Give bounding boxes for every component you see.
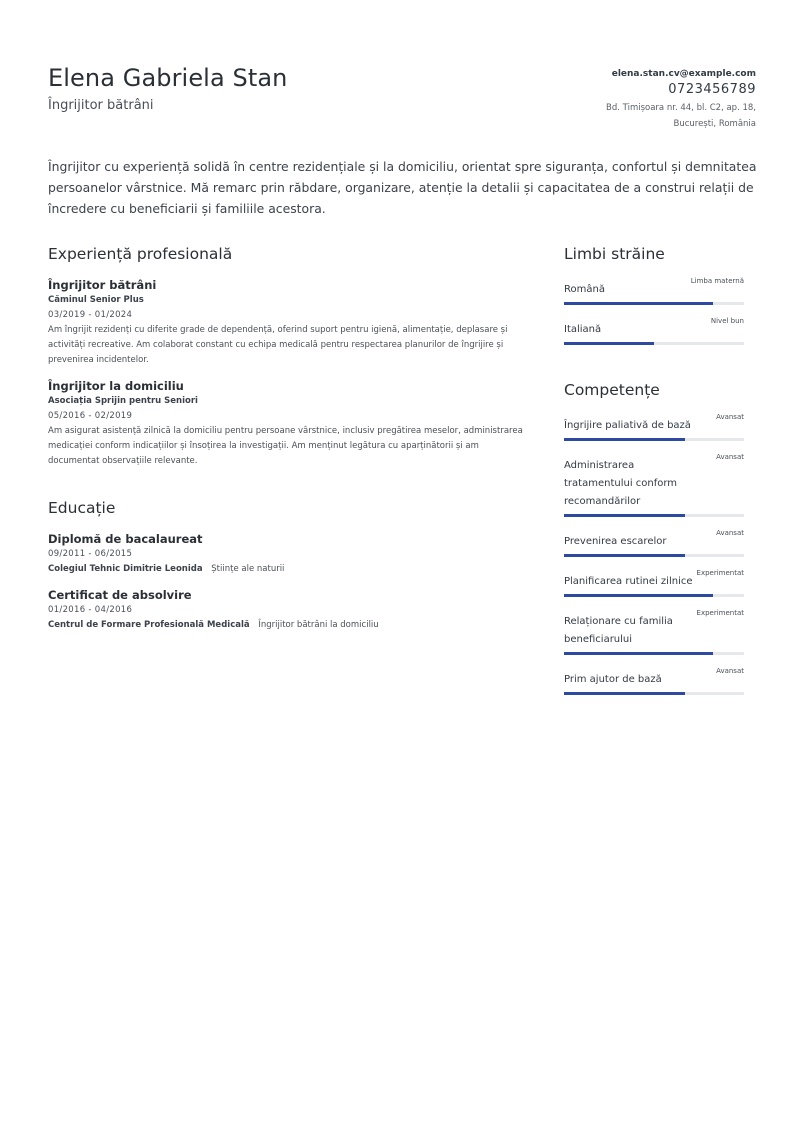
job-description: Am îngrijit rezidenți cu diferite grade de dependență, oferind suport pentru igienă, alimentație, deplasare și activități recreative. Am colaborat constant cu echipa medicală pentru respectarea planurilor de îngrijire și prevenirea incidentelor.: [48, 325, 508, 365]
language-item: [564, 277, 744, 305]
experience-section: [48, 243, 528, 469]
job-dates: 03/2019 - 01/2024: [48, 310, 133, 320]
experience-item: [48, 277, 528, 368]
skills-section: [564, 379, 744, 695]
skill-item: [564, 667, 744, 695]
language-name: Italiană: [564, 324, 602, 335]
education-section: [48, 497, 528, 633]
skill-item: [564, 413, 744, 441]
job-company: Căminul Senior Plus: [48, 295, 144, 305]
field-of-study: Științe ale naturii: [211, 564, 285, 574]
bar-fill: [564, 438, 685, 441]
skill-level: Experimentat: [696, 609, 744, 617]
education-meta: [48, 562, 528, 577]
main-column: [48, 243, 528, 633]
education-dates: 01/2016 - 04/2016: [48, 605, 133, 615]
skill-level-bar: [564, 594, 744, 597]
skill-level-bar: [564, 514, 744, 517]
bar-fill: [564, 554, 685, 557]
skill-level-bar: [564, 554, 744, 557]
language-name: Română: [564, 284, 605, 295]
side-column: [564, 243, 744, 729]
skill-level-bar: [564, 438, 744, 441]
bar-fill: [564, 692, 685, 695]
language-item: [564, 317, 744, 345]
skill-level-bar: [564, 692, 744, 695]
address-line-2: București, România: [673, 119, 756, 129]
bar-fill: [564, 342, 654, 345]
education-dates: 09/2011 - 06/2015: [48, 549, 133, 559]
language-level-bar: [564, 302, 744, 305]
school-name: Colegiul Tehnic Dimitrie Leonida: [48, 564, 203, 574]
degree: Certificat de absolvire: [48, 588, 192, 602]
education-meta: [48, 618, 528, 633]
candidate-name: Elena Gabriela Stan: [48, 64, 288, 92]
candidate-title: Îngrijitor bătrâni: [48, 98, 154, 113]
language-level: Limba maternă: [690, 277, 744, 285]
job-title: Îngrijitor la domiciliu: [48, 379, 184, 393]
skill-item: [564, 453, 744, 517]
section-title-experience: Experiență profesională: [48, 245, 233, 263]
bar-fill: [564, 594, 713, 597]
section-title-education: Educație: [48, 499, 116, 517]
degree: Diplomă de bacalaureat: [48, 532, 203, 546]
job-dates: 05/2016 - 02/2019: [48, 411, 133, 421]
skill-level-bar: [564, 652, 744, 655]
skill-item: [564, 609, 744, 655]
bar-fill: [564, 514, 685, 517]
resume-header: [48, 64, 756, 134]
job-description: Am asigurat asistență zilnică la domiciliu pentru persoane vârstnice, inclusiv pregătirea meselor, administrarea medicației conform indicațiilor și însoțirea la investigații. Am menținut legătura cu aparținătorii și am documentat observațiile relevante.: [48, 426, 523, 466]
skill-item: [564, 569, 744, 597]
email: elena.stan.cv@example.com: [611, 69, 756, 79]
section-title-skills: Competențe: [564, 381, 660, 399]
education-item: [48, 531, 528, 577]
job-company: Asociația Sprijin pentru Seniori: [48, 396, 198, 406]
profile-summary: Îngrijitor cu experiență solidă în centre rezidențiale și la domiciliu, orientat spre siguranța, confortul și demnitatea persoanelor vârstnice. Mă remarc prin răbdare, organizare, atenție la detalii și capacitatea de a construi relații de încredere cu beneficiarii și familiile acestora.: [48, 159, 757, 216]
phone: 0723456789: [668, 82, 756, 97]
field-of-study: Îngrijitor bătrâni la domiciliu: [258, 620, 379, 630]
contact-block: [606, 68, 756, 132]
skill-level: Experimentat: [696, 569, 744, 577]
skill-level: Avansat: [716, 453, 744, 461]
school-name: Centrul de Formare Profesională Medicală: [48, 620, 250, 630]
skill-name: Prevenirea escarelor: [564, 536, 667, 547]
experience-item: [48, 378, 528, 469]
skill-name: Prim ajutor de bază: [564, 674, 662, 685]
education-item: [48, 587, 528, 633]
skill-level: Avansat: [716, 529, 744, 537]
skill-name: Planificarea rutinei zilnice: [564, 576, 693, 587]
skill-item: [564, 529, 744, 557]
language-level-bar: [564, 342, 744, 345]
languages-section: [564, 243, 744, 345]
skill-name: Îngrijire paliativă de bază: [564, 420, 691, 431]
skill-name: Administrarea tratamentului conform recomandărilor: [564, 460, 678, 507]
job-title: Îngrijitor bătrâni: [48, 278, 157, 292]
bar-fill: [564, 302, 713, 305]
skill-name: Relaționare cu familia beneficiarului: [564, 616, 673, 645]
skill-level: Avansat: [716, 667, 744, 675]
section-title-languages: Limbi străine: [564, 245, 665, 263]
skill-level: Avansat: [716, 413, 744, 421]
language-level: Nivel bun: [710, 317, 744, 325]
bar-fill: [564, 652, 713, 655]
address-line-1: Bd. Timișoara nr. 44, bl. C2, ap. 18,: [606, 103, 756, 113]
